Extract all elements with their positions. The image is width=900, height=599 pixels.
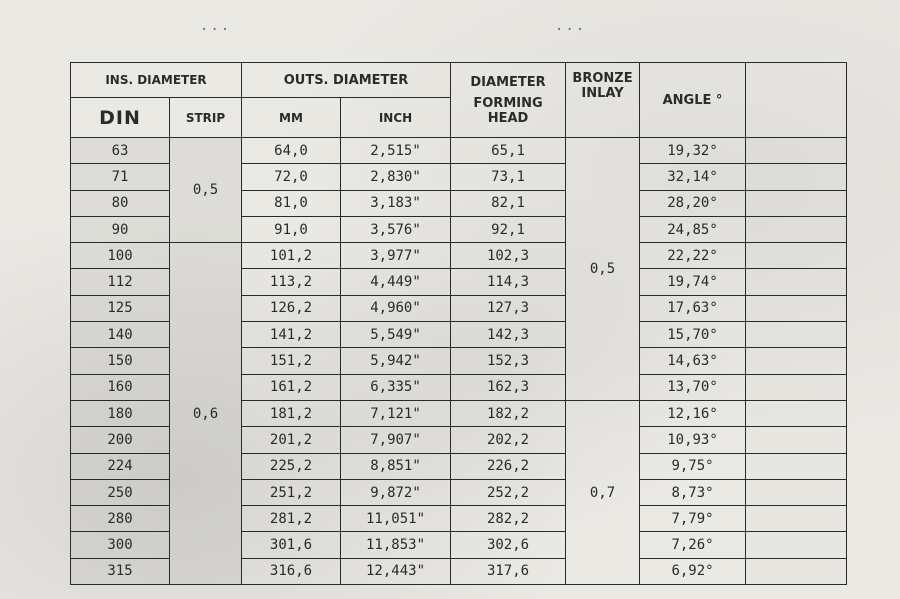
strip-header: STRIP xyxy=(170,98,242,138)
angle-cell: 15,70° xyxy=(640,322,746,348)
inch-cell: 8,851" xyxy=(341,453,451,479)
angle-cell: 19,32° xyxy=(640,138,746,164)
din-cell: 100 xyxy=(71,243,170,269)
inch-cell: 5,549" xyxy=(341,322,451,348)
blank-cell xyxy=(746,558,847,584)
inch-cell: 4,449" xyxy=(341,269,451,295)
blank-cell xyxy=(746,295,847,321)
din-cell: 300 xyxy=(71,532,170,558)
din-cell: 150 xyxy=(71,348,170,374)
din-cell: 71 xyxy=(71,164,170,190)
mm-cell: 81,0 xyxy=(242,190,341,216)
mm-cell: 72,0 xyxy=(242,164,341,190)
inch-header: INCH xyxy=(341,98,451,138)
mm-cell: 161,2 xyxy=(242,374,341,400)
forming-head-cell: 65,1 xyxy=(451,138,566,164)
din-cell: 63 xyxy=(71,138,170,164)
blank-cell xyxy=(746,427,847,453)
angle-cell: 24,85° xyxy=(640,216,746,242)
forming-head-cell: 102,3 xyxy=(451,243,566,269)
forming-head-cell: 182,2 xyxy=(451,400,566,426)
table-body xyxy=(71,138,847,585)
forming-head-cell: 114,3 xyxy=(451,269,566,295)
mm-cell: 251,2 xyxy=(242,479,341,505)
mm-cell: 301,6 xyxy=(242,532,341,558)
angle-cell: 6,92° xyxy=(640,558,746,584)
blank-cell xyxy=(746,532,847,558)
forming-head-cell: 252,2 xyxy=(451,479,566,505)
inch-cell: 7,907" xyxy=(341,427,451,453)
inch-cell: 2,515" xyxy=(341,138,451,164)
din-cell: 200 xyxy=(71,427,170,453)
blank-cell xyxy=(746,243,847,269)
inch-cell: 3,183" xyxy=(341,190,451,216)
angle-cell: 22,22° xyxy=(640,243,746,269)
din-cell: 125 xyxy=(71,295,170,321)
blank-cell xyxy=(746,348,847,374)
din-cell: 140 xyxy=(71,322,170,348)
header-right-text: ... xyxy=(555,18,587,34)
table-row xyxy=(71,138,847,164)
angle-cell: 7,79° xyxy=(640,506,746,532)
bronze-cell: 0,5 xyxy=(566,138,640,401)
din-cell: 224 xyxy=(71,453,170,479)
angle-cell: 19,74° xyxy=(640,269,746,295)
diameter-label: DIAMETER xyxy=(470,74,546,90)
inch-cell: 11,853" xyxy=(341,532,451,558)
angle-cell: 13,70° xyxy=(640,374,746,400)
blank-header xyxy=(746,63,847,138)
din-cell: 80 xyxy=(71,190,170,216)
inch-cell: 5,942" xyxy=(341,348,451,374)
forming-head-cell: 82,1 xyxy=(451,190,566,216)
angle-cell: 32,14° xyxy=(640,164,746,190)
inch-cell: 12,443" xyxy=(341,558,451,584)
head-label: HEAD xyxy=(487,110,529,126)
strip-cell: 0,5 xyxy=(170,138,242,243)
dimension-table xyxy=(70,62,847,585)
table-row xyxy=(71,243,847,269)
angle-cell: 28,20° xyxy=(640,190,746,216)
angle-cell: 12,16° xyxy=(640,400,746,426)
din-cell: 112 xyxy=(71,269,170,295)
forming-head-cell: 152,3 xyxy=(451,348,566,374)
bronze-label: BRONZE xyxy=(572,71,633,86)
mm-header: MM xyxy=(242,98,341,138)
bronze-cell: 0,7 xyxy=(566,400,640,584)
mm-cell: 126,2 xyxy=(242,295,341,321)
mm-cell: 141,2 xyxy=(242,322,341,348)
forming-head-cell: 202,2 xyxy=(451,427,566,453)
angle-cell: 8,73° xyxy=(640,479,746,505)
forming-head-cell: 142,3 xyxy=(451,322,566,348)
inlay-label: INLAY xyxy=(581,86,624,101)
inch-cell: 7,121" xyxy=(341,400,451,426)
blank-cell xyxy=(746,216,847,242)
inch-cell: 2,830" xyxy=(341,164,451,190)
outs-diameter-header: OUTS. DIAMETER xyxy=(242,63,451,98)
mm-cell: 113,2 xyxy=(242,269,341,295)
blank-cell xyxy=(746,164,847,190)
din-cell: 90 xyxy=(71,216,170,242)
inch-cell: 3,576" xyxy=(341,216,451,242)
mm-cell: 181,2 xyxy=(242,400,341,426)
forming-head-cell: 282,2 xyxy=(451,506,566,532)
forming-head-cell: 317,6 xyxy=(451,558,566,584)
blank-cell xyxy=(746,453,847,479)
din-cell: 160 xyxy=(71,374,170,400)
inch-cell: 6,335" xyxy=(341,374,451,400)
ins-diameter-header: INS. DIAMETER xyxy=(71,63,242,98)
forming-head-cell: 92,1 xyxy=(451,216,566,242)
mm-cell: 151,2 xyxy=(242,348,341,374)
blank-cell xyxy=(746,374,847,400)
blank-cell xyxy=(746,506,847,532)
mm-cell: 101,2 xyxy=(242,243,341,269)
din-cell: 280 xyxy=(71,506,170,532)
mm-cell: 64,0 xyxy=(242,138,341,164)
din-header: DIN xyxy=(71,98,170,138)
blank-cell xyxy=(746,400,847,426)
blank-cell xyxy=(746,138,847,164)
diameter-forming-head-header xyxy=(451,63,566,138)
angle-cell: 9,75° xyxy=(640,453,746,479)
angle-header: ANGLE ° xyxy=(640,63,746,138)
mm-cell: 201,2 xyxy=(242,427,341,453)
blank-cell xyxy=(746,190,847,216)
angle-cell: 10,93° xyxy=(640,427,746,453)
inch-cell: 3,977" xyxy=(341,243,451,269)
blank-cell xyxy=(746,322,847,348)
forming-head-cell: 226,2 xyxy=(451,453,566,479)
mm-cell: 281,2 xyxy=(242,506,341,532)
din-cell: 315 xyxy=(71,558,170,584)
blank-cell xyxy=(746,269,847,295)
strip-cell: 0,6 xyxy=(170,243,242,585)
blank-cell xyxy=(746,479,847,505)
angle-cell: 7,26° xyxy=(640,532,746,558)
forming-head-cell: 73,1 xyxy=(451,164,566,190)
din-cell: 180 xyxy=(71,400,170,426)
bronze-inlay-header xyxy=(566,63,640,138)
header-left-text: ... xyxy=(200,18,232,34)
mm-cell: 225,2 xyxy=(242,453,341,479)
forming-label: FORMING xyxy=(473,95,543,111)
mm-cell: 91,0 xyxy=(242,216,341,242)
mm-cell: 316,6 xyxy=(242,558,341,584)
angle-cell: 14,63° xyxy=(640,348,746,374)
inch-cell: 9,872" xyxy=(341,479,451,505)
forming-head-cell: 302,6 xyxy=(451,532,566,558)
angle-cell: 17,63° xyxy=(640,295,746,321)
inch-cell: 11,051" xyxy=(341,506,451,532)
forming-head-cell: 162,3 xyxy=(451,374,566,400)
inch-cell: 4,960" xyxy=(341,295,451,321)
forming-head-cell: 127,3 xyxy=(451,295,566,321)
din-cell: 250 xyxy=(71,479,170,505)
